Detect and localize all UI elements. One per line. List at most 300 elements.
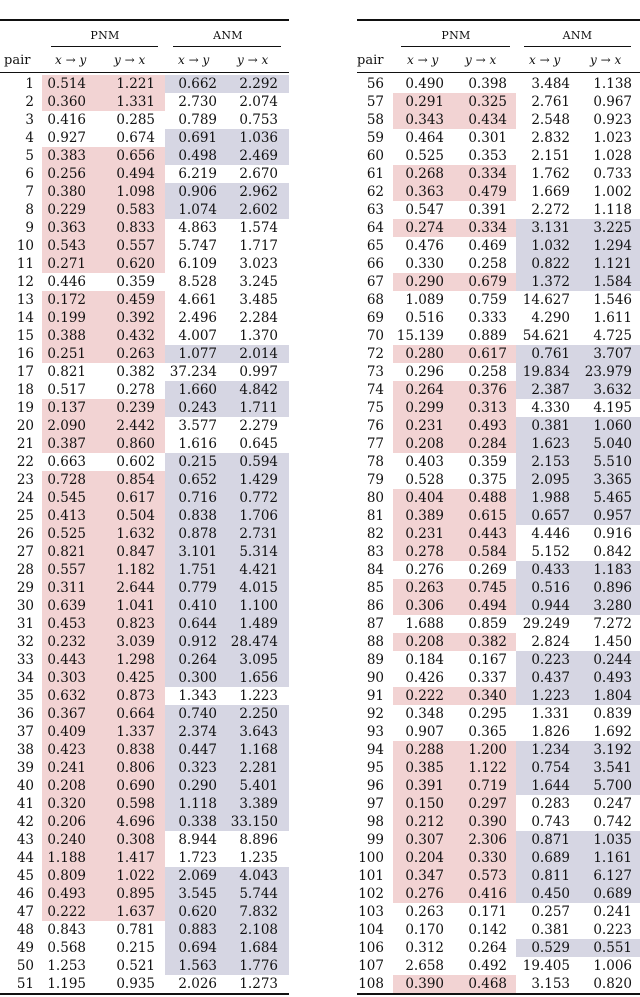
pair-cell: 42: [16, 814, 34, 830]
pnm-y-to-x-cell: 0.759: [468, 292, 507, 308]
anm-y-to-x-cell: 3.192: [593, 742, 632, 758]
anm-y-to-x-cell: 1.121: [593, 256, 632, 272]
pnm-x-to-y-cell: 0.231: [405, 526, 444, 542]
anm-x-to-y-cell: 2.095: [531, 472, 570, 488]
pair-cell: 11: [16, 256, 34, 272]
pnm-x-to-y-cell: 1.188: [47, 850, 86, 866]
anm-x-to-y-cell: 0.300: [178, 670, 217, 686]
pnm-y-to-x-cell: 0.392: [116, 310, 155, 326]
anm-x-to-y-cell: 0.761: [531, 346, 570, 362]
pair-cell: 5: [25, 148, 34, 164]
pair-cell: 10: [16, 238, 34, 254]
pnm-y-to-x-cell: 0.806: [116, 760, 155, 776]
anm-y-to-x-cell: 33.150: [230, 814, 278, 830]
table-row: [357, 813, 640, 831]
table-row: [0, 255, 289, 273]
pnm-y-to-x-cell: 0.598: [116, 796, 155, 812]
pnm-x-to-y-cell: 0.426: [405, 670, 444, 686]
pair-cell: 100: [358, 850, 384, 866]
anm-y-to-x-cell: 2.281: [239, 760, 278, 776]
pair-cell: 1: [25, 76, 34, 92]
anm-y-to-x-cell: 2.670: [239, 166, 278, 182]
pnm-y-to-x-cell: 0.584: [468, 544, 507, 560]
pnm-x-to-y-cell: 1.253: [47, 958, 86, 974]
anm-y-to-x-cell: 1.223: [239, 688, 278, 704]
table-row: [0, 129, 289, 147]
pnm-y-to-x-cell: 0.333: [468, 310, 507, 326]
anm-x-to-y-cell: 0.789: [178, 112, 217, 128]
pnm-x-to-y-cell: 0.290: [405, 274, 444, 290]
table-row: [0, 597, 289, 615]
pnm-y-to-x-cell: 0.391: [468, 202, 507, 218]
group-header-row: [0, 21, 289, 47]
pair-cell: 41: [16, 796, 34, 812]
group-label-anm: ANM: [562, 29, 593, 42]
pair-cell: 32: [16, 634, 34, 650]
table-row: [0, 507, 289, 525]
pnm-x-to-y-cell: 0.251: [47, 346, 86, 362]
anm-y-to-x-cell: 2.014: [239, 346, 278, 362]
pnm-y-to-x-cell: 0.334: [468, 220, 507, 236]
anm-x-to-y-cell: 1.563: [178, 958, 217, 974]
table-row: [357, 795, 640, 813]
pnm-x-to-y-cell: 0.363: [405, 184, 444, 200]
pair-cell: 47: [16, 904, 34, 920]
anm-x-to-y-cell: 1.032: [531, 238, 570, 254]
anm-x-to-y-cell: 0.883: [178, 922, 217, 938]
pair-cell: 21: [16, 436, 34, 452]
anm-x-to-y-cell: 2.026: [178, 976, 217, 992]
pair-cell: 39: [16, 760, 34, 776]
anm-x-to-y-cell: 0.264: [178, 652, 217, 668]
anm-x-to-y-cell: 4.446: [531, 526, 570, 542]
pnm-x-to-y-cell: 0.413: [47, 508, 86, 524]
anm-x-to-y-cell: 0.323: [178, 760, 217, 776]
pair-cell: 23: [16, 472, 34, 488]
pnm-x-to-y-cell: 0.516: [405, 310, 444, 326]
pair-cell: 33: [16, 652, 34, 668]
pair-cell: 15: [16, 328, 34, 344]
table-row: [0, 417, 289, 435]
anm-y-to-x-cell: 1.611: [593, 310, 632, 326]
anm-x-to-y-cell: 1.331: [531, 706, 570, 722]
anm-y-to-x-cell: 1.574: [239, 220, 278, 236]
anm-x-to-y-cell: 6.219: [178, 166, 217, 182]
pnm-x-to-y-cell: 0.367: [47, 706, 86, 722]
table-row: [357, 435, 640, 453]
pnm-y-to-x-cell: 0.459: [116, 292, 155, 308]
pnm-x-to-y-cell: 0.263: [405, 904, 444, 920]
pnm-y-to-x-cell: 0.416: [468, 886, 507, 902]
pair-cell: 103: [358, 904, 384, 920]
pnm-x-to-y-cell: 0.271: [47, 256, 86, 272]
pair-cell: 35: [16, 688, 34, 704]
pnm-x-to-y-cell: 0.568: [47, 940, 86, 956]
anm-y-to-x-cell: 0.967: [593, 94, 632, 110]
anm-y-to-x-cell: 3.632: [593, 382, 632, 398]
table-row: [0, 939, 289, 957]
pnm-y-to-x-cell: 0.308: [116, 832, 155, 848]
table-row: [357, 201, 640, 219]
table-row: [0, 309, 289, 327]
table-row: [357, 651, 640, 669]
pair-cell: 49: [16, 940, 34, 956]
table-row: [0, 615, 289, 633]
pnm-y-to-x-cell: 0.859: [468, 616, 507, 632]
anm-y-to-x-cell: 1.450: [593, 634, 632, 650]
pnm-x-to-y-cell: 0.404: [405, 490, 444, 506]
pnm-y-to-x-cell: 0.620: [116, 256, 155, 272]
col-header-anm-x-to-y: x → y: [178, 53, 210, 67]
pair-cell: 98: [366, 814, 384, 830]
table-row: [357, 309, 640, 327]
pair-cell: 58: [366, 112, 384, 128]
pnm-x-to-y-cell: 0.528: [405, 472, 444, 488]
anm-y-to-x-cell: 0.957: [593, 508, 632, 524]
table-body: [0, 73, 289, 993]
pnm-x-to-y-cell: 0.150: [405, 796, 444, 812]
pnm-y-to-x-cell: 0.171: [468, 904, 507, 920]
pnm-x-to-y-cell: 0.360: [47, 94, 86, 110]
anm-x-to-y-cell: 1.669: [531, 184, 570, 200]
pnm-y-to-x-cell: 0.285: [116, 112, 155, 128]
table-body: [357, 73, 640, 993]
anm-x-to-y-cell: 0.410: [178, 598, 217, 614]
pnm-x-to-y-cell: 0.232: [47, 634, 86, 650]
anm-y-to-x-cell: 8.896: [239, 832, 278, 848]
pnm-y-to-x-cell: 0.390: [468, 814, 507, 830]
group-header-row: [357, 21, 640, 47]
pnm-x-to-y-cell: 0.263: [405, 580, 444, 596]
anm-y-to-x-cell: 1.656: [239, 670, 278, 686]
anm-x-to-y-cell: 0.529: [531, 940, 570, 956]
anm-x-to-y-cell: 1.343: [178, 688, 217, 704]
pnm-y-to-x-cell: 1.632: [116, 526, 155, 542]
table-row: [0, 201, 289, 219]
anm-x-to-y-cell: 0.450: [531, 886, 570, 902]
table-row: [0, 543, 289, 561]
pnm-x-to-y-cell: 0.222: [405, 688, 444, 704]
pnm-y-to-x-cell: 0.284: [468, 436, 507, 452]
column-header-row: [0, 47, 289, 72]
pair-cell: 108: [358, 976, 384, 992]
anm-y-to-x-cell: 1.023: [593, 130, 632, 146]
pnm-y-to-x-cell: 0.398: [468, 76, 507, 92]
pair-cell: 46: [16, 886, 34, 902]
anm-x-to-y-cell: 4.863: [178, 220, 217, 236]
pair-cell: 27: [16, 544, 34, 560]
pnm-x-to-y-cell: 0.276: [405, 886, 444, 902]
pnm-y-to-x-cell: 0.468: [468, 976, 507, 992]
pnm-y-to-x-cell: 0.823: [116, 616, 155, 632]
table-row: [0, 651, 289, 669]
anm-x-to-y-cell: 2.824: [531, 634, 570, 650]
pnm-y-to-x-cell: 0.664: [116, 706, 155, 722]
pnm-y-to-x-cell: 0.443: [468, 526, 507, 542]
pnm-x-to-y-cell: 0.278: [405, 544, 444, 560]
anm-x-to-y-cell: 6.109: [178, 256, 217, 272]
anm-x-to-y-cell: 1.623: [531, 436, 570, 452]
pnm-x-to-y-cell: 0.514: [47, 76, 86, 92]
anm-x-to-y-cell: 0.338: [178, 814, 217, 830]
anm-y-to-x-cell: 1.370: [239, 328, 278, 344]
pnm-x-to-y-cell: 0.821: [47, 544, 86, 560]
anm-y-to-x-cell: 0.223: [593, 922, 632, 938]
anm-y-to-x-cell: 0.241: [593, 904, 632, 920]
pnm-y-to-x-cell: 0.425: [116, 670, 155, 686]
anm-x-to-y-cell: 54.621: [522, 328, 570, 344]
pair-cell: 96: [366, 778, 384, 794]
pnm-x-to-y-cell: 0.264: [405, 382, 444, 398]
anm-x-to-y-cell: 1.723: [178, 850, 217, 866]
pnm-x-to-y-cell: 0.385: [405, 760, 444, 776]
pnm-y-to-x-cell: 0.719: [468, 778, 507, 794]
anm-x-to-y-cell: 2.730: [178, 94, 217, 110]
pnm-x-to-y-cell: 0.517: [47, 382, 86, 398]
pnm-x-to-y-cell: 0.268: [405, 166, 444, 182]
anm-y-to-x-cell: 2.279: [239, 418, 278, 434]
anm-x-to-y-cell: 2.272: [531, 202, 570, 218]
anm-y-to-x-cell: 3.707: [593, 346, 632, 362]
pnm-y-to-x-cell: 0.838: [116, 742, 155, 758]
table-row: [357, 93, 640, 111]
table-row: [357, 399, 640, 417]
pnm-y-to-x-cell: 0.674: [116, 130, 155, 146]
anm-y-to-x-cell: 4.842: [239, 382, 278, 398]
table-row: [0, 723, 289, 741]
pnm-y-to-x-cell: 1.122: [468, 760, 507, 776]
pnm-x-to-y-cell: 0.241: [47, 760, 86, 776]
pnm-x-to-y-cell: 0.212: [405, 814, 444, 830]
anm-x-to-y-cell: 0.694: [178, 940, 217, 956]
anm-x-to-y-cell: 8.944: [178, 832, 217, 848]
pair-cell: 48: [16, 922, 34, 938]
anm-x-to-y-cell: 2.069: [178, 868, 217, 884]
table-row: [357, 507, 640, 525]
anm-x-to-y-cell: 0.620: [178, 904, 217, 920]
pnm-y-to-x-cell: 2.442: [116, 418, 155, 434]
pair-cell: 79: [366, 472, 384, 488]
pnm-x-to-y-cell: 0.493: [47, 886, 86, 902]
table-row: [0, 633, 289, 651]
pnm-x-to-y-cell: 0.231: [405, 418, 444, 434]
table-row: [357, 669, 640, 687]
pnm-y-to-x-cell: 0.494: [116, 166, 155, 182]
table-row: [357, 111, 640, 129]
anm-y-to-x-cell: 3.245: [239, 274, 278, 290]
table-row: [357, 219, 640, 237]
anm-y-to-x-cell: 3.541: [593, 760, 632, 776]
pnm-y-to-x-cell: 0.340: [468, 688, 507, 704]
table-row: [357, 939, 640, 957]
pnm-x-to-y-cell: 0.387: [47, 436, 86, 452]
anm-x-to-y-cell: 0.743: [531, 814, 570, 830]
anm-x-to-y-cell: 0.740: [178, 706, 217, 722]
pnm-x-to-y-cell: 0.204: [405, 850, 444, 866]
col-header-pair: pair: [4, 53, 31, 68]
anm-y-to-x-cell: 1.183: [593, 562, 632, 578]
anm-y-to-x-cell: 1.035: [593, 832, 632, 848]
anm-x-to-y-cell: 0.437: [531, 670, 570, 686]
anm-x-to-y-cell: 1.234: [531, 742, 570, 758]
pnm-y-to-x-cell: 0.376: [468, 382, 507, 398]
anm-y-to-x-cell: 0.645: [239, 436, 278, 452]
anm-y-to-x-cell: 0.753: [239, 112, 278, 128]
pnm-x-to-y-cell: 0.348: [405, 706, 444, 722]
anm-y-to-x-cell: 23.979: [584, 364, 632, 380]
pnm-x-to-y-cell: 0.276: [405, 562, 444, 578]
anm-y-to-x-cell: 1.684: [239, 940, 278, 956]
anm-y-to-x-cell: 0.594: [239, 454, 278, 470]
pnm-y-to-x-cell: 0.469: [468, 238, 507, 254]
pnm-y-to-x-cell: 0.521: [116, 958, 155, 974]
anm-y-to-x-cell: 1.804: [593, 688, 632, 704]
pnm-x-to-y-cell: 0.347: [405, 868, 444, 884]
anm-x-to-y-cell: 1.751: [178, 562, 217, 578]
pair-cell: 73: [366, 364, 384, 380]
group-label-pnm: PNM: [441, 29, 471, 42]
pnm-y-to-x-cell: 1.221: [116, 76, 155, 92]
pnm-x-to-y-cell: 0.525: [47, 526, 86, 542]
bottom-rule: [357, 993, 640, 995]
anm-x-to-y-cell: 1.762: [531, 166, 570, 182]
table-row: [357, 957, 640, 975]
table-row: [357, 381, 640, 399]
pnm-x-to-y-cell: 0.927: [47, 130, 86, 146]
table-row: [0, 579, 289, 597]
pnm-x-to-y-cell: 15.139: [396, 328, 444, 344]
anm-y-to-x-cell: 0.742: [593, 814, 632, 830]
col-header-anm-y-to-x: y → x: [590, 53, 622, 67]
pnm-y-to-x-cell: 1.331: [116, 94, 155, 110]
pnm-x-to-y-cell: 0.320: [47, 796, 86, 812]
table-row: [0, 75, 289, 93]
anm-x-to-y-cell: 2.548: [531, 112, 570, 128]
table-row: [357, 165, 640, 183]
anm-y-to-x-cell: 2.108: [239, 922, 278, 938]
anm-y-to-x-cell: 4.421: [239, 562, 278, 578]
pnm-x-to-y-cell: 0.389: [405, 508, 444, 524]
table-row: [357, 273, 640, 291]
table-row: [0, 291, 289, 309]
anm-x-to-y-cell: 0.689: [531, 850, 570, 866]
results-table-left: [0, 19, 289, 995]
pnm-y-to-x-cell: 1.298: [116, 652, 155, 668]
pair-cell: 68: [366, 292, 384, 308]
anm-y-to-x-cell: 1.036: [239, 130, 278, 146]
anm-x-to-y-cell: 0.447: [178, 742, 217, 758]
pair-cell: 6: [25, 166, 34, 182]
pnm-y-to-x-cell: 0.573: [468, 868, 507, 884]
pnm-x-to-y-cell: 0.288: [405, 742, 444, 758]
anm-y-to-x-cell: 0.923: [593, 112, 632, 128]
pnm-y-to-x-cell: 1.022: [116, 868, 155, 884]
pair-cell: 30: [16, 598, 34, 614]
pnm-x-to-y-cell: 0.311: [47, 580, 86, 596]
pnm-x-to-y-cell: 0.543: [47, 238, 86, 254]
pnm-x-to-y-cell: 0.170: [405, 922, 444, 938]
anm-y-to-x-cell: 4.015: [239, 580, 278, 596]
pnm-y-to-x-cell: 0.334: [468, 166, 507, 182]
pnm-x-to-y-cell: 0.476: [405, 238, 444, 254]
anm-x-to-y-cell: 0.662: [178, 76, 217, 92]
table-row: [357, 903, 640, 921]
table-row: [0, 435, 289, 453]
pair-cell: 93: [366, 724, 384, 740]
anm-y-to-x-cell: 1.273: [239, 976, 278, 992]
table-row: [357, 723, 640, 741]
pnm-y-to-x-cell: 0.615: [468, 508, 507, 524]
pnm-x-to-y-cell: 2.090: [47, 418, 86, 434]
pnm-y-to-x-cell: 0.617: [116, 490, 155, 506]
table-row: [0, 165, 289, 183]
pair-cell: 44: [16, 850, 34, 866]
pnm-x-to-y-cell: 0.229: [47, 202, 86, 218]
table-row: [0, 903, 289, 921]
anm-x-to-y-cell: 3.484: [531, 76, 570, 92]
table-row: [357, 705, 640, 723]
table-row: [357, 597, 640, 615]
pair-cell: 34: [16, 670, 34, 686]
pair-cell: 12: [16, 274, 34, 290]
anm-x-to-y-cell: 29.249: [522, 616, 570, 632]
pair-cell: 78: [366, 454, 384, 470]
table-row: [0, 777, 289, 795]
anm-y-to-x-cell: 0.493: [593, 670, 632, 686]
pnm-x-to-y-cell: 0.843: [47, 922, 86, 938]
pnm-x-to-y-cell: 0.380: [47, 184, 86, 200]
pnm-x-to-y-cell: 0.137: [47, 400, 86, 416]
table-row: [0, 813, 289, 831]
table-row: [0, 921, 289, 939]
pair-cell: 14: [16, 310, 34, 326]
anm-x-to-y-cell: 0.691: [178, 130, 217, 146]
pnm-y-to-x-cell: 0.382: [468, 634, 507, 650]
table-row: [357, 615, 640, 633]
pnm-x-to-y-cell: 0.291: [405, 94, 444, 110]
pair-cell: 20: [16, 418, 34, 434]
table-row: [0, 885, 289, 903]
table-row: [0, 237, 289, 255]
anm-x-to-y-cell: 4.661: [178, 292, 217, 308]
table-row: [0, 183, 289, 201]
table-row: [357, 579, 640, 597]
table-row: [0, 759, 289, 777]
anm-x-to-y-cell: 0.716: [178, 490, 217, 506]
anm-x-to-y-cell: 2.387: [531, 382, 570, 398]
pair-cell: 26: [16, 526, 34, 542]
pnm-x-to-y-cell: 0.388: [47, 328, 86, 344]
results-table-right: [357, 19, 640, 995]
pnm-x-to-y-cell: 0.296: [405, 364, 444, 380]
pair-cell: 18: [16, 382, 34, 398]
pnm-y-to-x-cell: 0.434: [468, 112, 507, 128]
pnm-x-to-y-cell: 0.306: [405, 598, 444, 614]
anm-x-to-y-cell: 1.616: [178, 436, 217, 452]
anm-y-to-x-cell: 1.692: [593, 724, 632, 740]
pair-cell: 81: [366, 508, 384, 524]
anm-y-to-x-cell: 1.776: [239, 958, 278, 974]
pair-cell: 75: [366, 400, 384, 416]
pair-cell: 24: [16, 490, 34, 506]
pair-cell: 62: [366, 184, 384, 200]
table-row: [357, 975, 640, 993]
pnm-y-to-x-cell: 0.847: [116, 544, 155, 560]
pnm-y-to-x-cell: 0.264: [468, 940, 507, 956]
anm-y-to-x-cell: 5.040: [593, 436, 632, 452]
anm-x-to-y-cell: 4.330: [531, 400, 570, 416]
table-row: [357, 561, 640, 579]
